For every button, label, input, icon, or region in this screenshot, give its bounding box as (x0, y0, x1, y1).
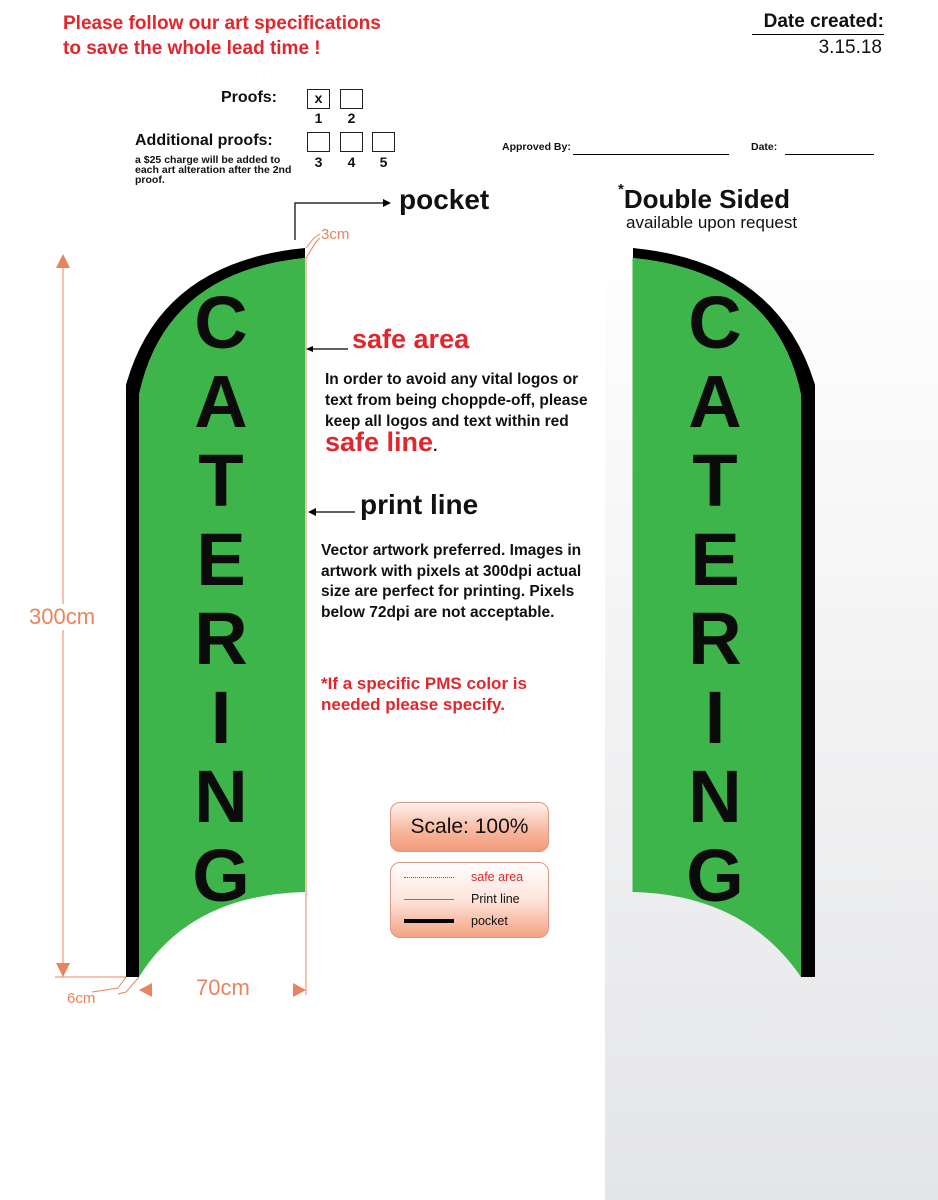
charge-note: a $25 charge will be added to each art alteration after the 2nd proof. (135, 154, 292, 186)
additional-proofs-label: Additional proofs: (135, 132, 273, 149)
notice-line-2: to save the whole lead time ! (63, 38, 321, 59)
safe-line-highlight: safe line (325, 427, 434, 457)
left-letter-5: R (194, 597, 248, 680)
left-letter-6: I (210, 676, 232, 759)
double-sided-subtitle: available upon request (626, 213, 798, 232)
left-letter-2: A (194, 360, 248, 443)
right-letter-1: C (688, 281, 742, 364)
proof-number-2: 2 (347, 110, 356, 126)
right-letter-6: I (704, 676, 726, 759)
legend-sample-pocket (404, 919, 454, 923)
right-letter-8: G (686, 834, 744, 917)
left-letter-3: T (198, 439, 244, 522)
proof-number-1: 1 (314, 110, 323, 126)
left-letter-8: G (192, 834, 250, 917)
print-line-label: print line (360, 489, 479, 520)
legend-label-pocket: pocket (471, 914, 508, 928)
left-letter-4: E (196, 518, 246, 601)
bottom-pocket-dimension-label: 6cm (67, 990, 96, 1007)
left-letter-7: N (194, 755, 248, 838)
right-letter-4: E (690, 518, 740, 601)
date-created-value: 3.15.18 (818, 37, 882, 58)
right-letter-2: A (688, 360, 742, 443)
proof-number-5: 5 (379, 154, 388, 170)
proof-number-3: 3 (314, 154, 323, 170)
legend-row-pocket (391, 913, 550, 931)
legend-row-safe-area (391, 869, 550, 887)
notice-line-1: Please follow our art specifications (63, 13, 381, 34)
date-created-label: Date created: (752, 11, 884, 35)
safe-area-description (325, 369, 595, 457)
legend-label-print-line: Print line (471, 892, 520, 906)
proof-number-4: 4 (347, 154, 356, 170)
pocket-label: pocket (399, 184, 490, 215)
legend-label-safe-area: safe area (471, 870, 524, 884)
legend-sample-safe-area (404, 877, 454, 878)
right-letter-7: N (688, 755, 742, 838)
approval-date-label: Date: (751, 141, 778, 153)
left-flag-text (176, 283, 266, 915)
right-letter-3: T (692, 439, 738, 522)
width-dimension-label: 70cm (196, 975, 250, 1000)
approved-by-label: Approved By: (502, 141, 571, 153)
left-letter-1: C (194, 281, 248, 364)
legend-row-print-line (391, 891, 550, 909)
double-sided-asterisk: * (618, 181, 624, 198)
safe-area-label: safe area (352, 324, 470, 354)
right-letter-5: R (688, 597, 742, 680)
pms-color-note: *If a specific PMS color is needed please specify. (321, 674, 527, 714)
pocket-dimension-label: 3cm (321, 226, 350, 243)
print-line-description: Vector artwork preferred. Images in artwork with pixels at 300dpi actual size are perfect for printing. Pixels below 72dpi are not acceptable. (321, 542, 582, 621)
safe-area-period: . (433, 438, 438, 455)
safe-area-text: In order to avoid any vital logos or text from being choppde-off, please keep all logos and text within red (325, 371, 588, 430)
proof-checkbox-1[interactable]: x (307, 89, 330, 109)
proofs-label: Proofs: (221, 89, 277, 106)
scale-badge: Scale: 100% (390, 802, 549, 852)
height-dimension-label: 300cm (29, 604, 96, 629)
double-sided-text: Double Sided (623, 184, 790, 214)
legend-sample-print-line (404, 899, 454, 900)
double-sided-title (618, 181, 790, 215)
legend (390, 862, 549, 938)
right-flag-text (670, 283, 760, 915)
